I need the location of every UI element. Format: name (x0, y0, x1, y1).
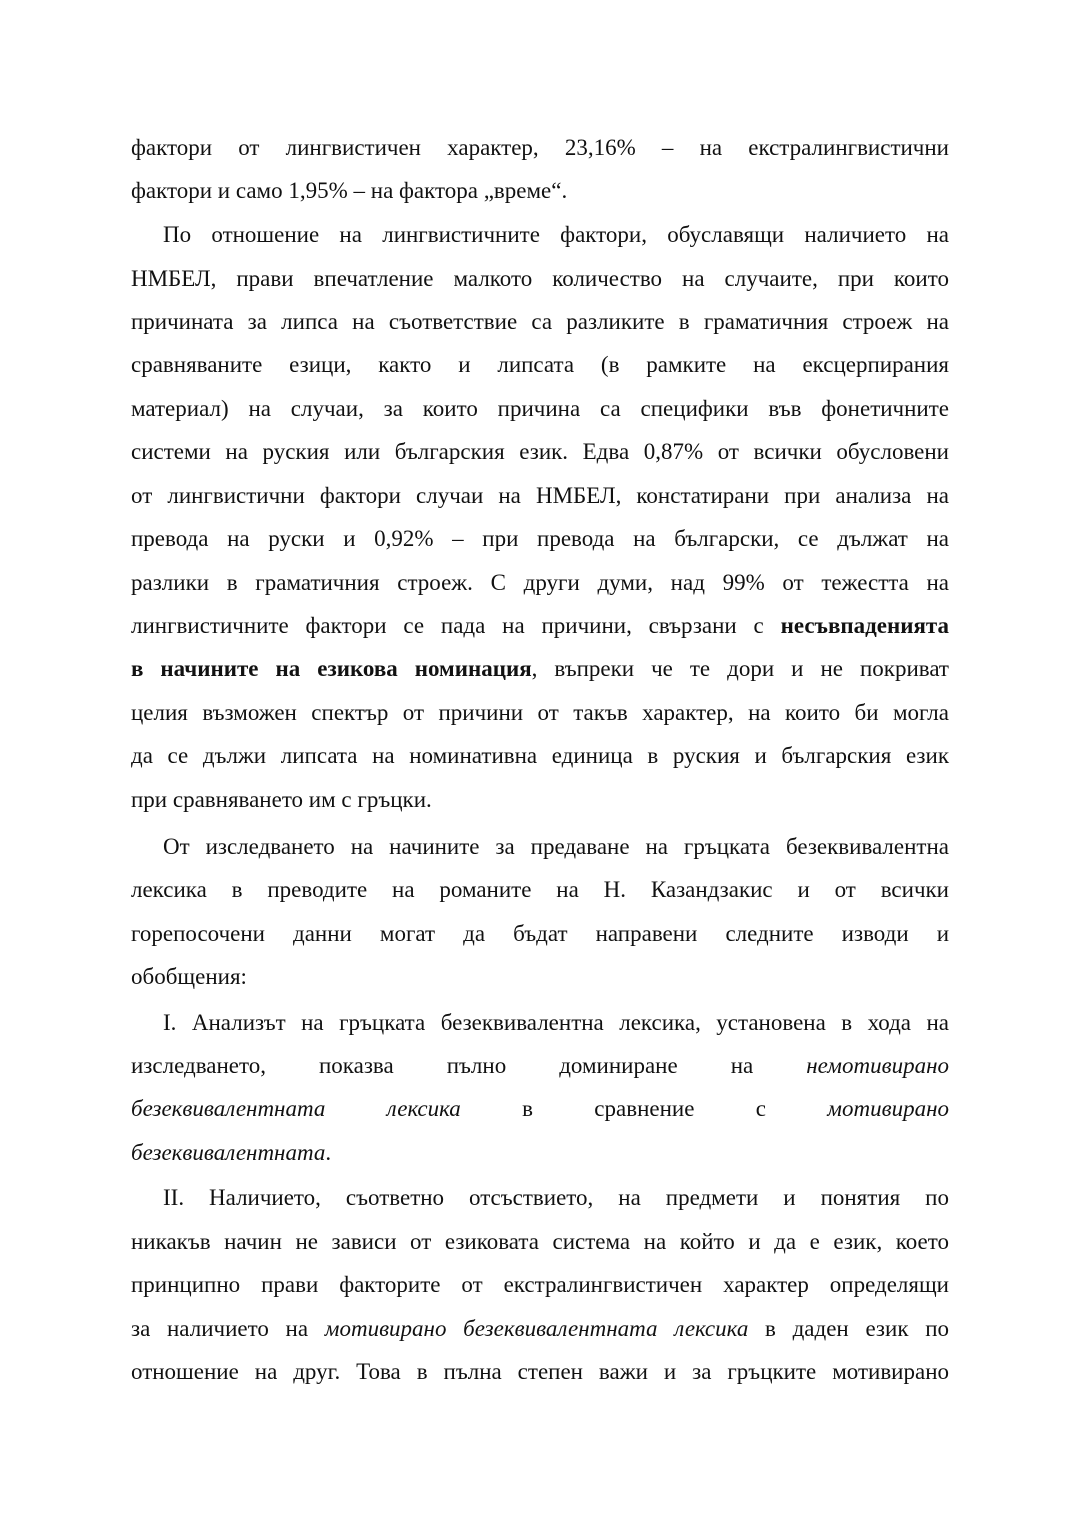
text-line (131, 875, 949, 905)
text-line (131, 481, 949, 511)
text-run: обобщения: (131, 964, 247, 989)
italic-text: немотивирано (806, 1053, 949, 1078)
text-run: I. Анализът на гръцката безеквивалентна лексика, установена в хода на (163, 1010, 949, 1035)
text-run: причината за липса на съответствие са разликите в граматичния строеж на (131, 309, 949, 334)
text-run: целия възможен спектър от причини от такъв характер, на които би могла (131, 700, 949, 725)
text-run: По отношение на лингвистичните фактори, обуславящи наличието на (163, 222, 949, 247)
text-run: никакъв начин не зависи от езиковата система на който и да е език, което (131, 1229, 949, 1254)
text-run: . (325, 1140, 332, 1165)
text-run: разлики в граматичния строеж. С други думи, над 99% от тежестта на (131, 570, 949, 595)
text-run: лингвистичните фактори се пада на причини, свързани с (131, 613, 781, 638)
text-run: материал) на случаи, за които причина са специфики във фонетичните (131, 396, 949, 421)
text-run: системи на руския или българския език. Едва 0,87% от всички обусловени (131, 439, 949, 464)
text-line (131, 307, 949, 337)
text-run: , въпреки че те дори и не покриват (531, 656, 949, 681)
italic-text: безеквивалентната (131, 1140, 326, 1165)
text-line (131, 1051, 949, 1081)
text-line (131, 264, 949, 294)
text-line (131, 741, 949, 771)
text-run: фактори и само 1,95% – на фактора „време“. (131, 178, 568, 203)
text-line (131, 1138, 949, 1168)
text-run: II. Наличието, съответно отсъствието, на предмети и понятия по (163, 1185, 949, 1210)
text-line (131, 1270, 949, 1300)
text-line (131, 785, 949, 815)
bold-text: в начините на езикова номинация (131, 656, 532, 681)
text-run: в сравнение с (460, 1096, 828, 1121)
text-run: От изследването на начините за предаване на гръцката безеквивалентна (163, 834, 949, 859)
text-run: НМБЕЛ, прави впечатление малкото количество на случаите, при които (131, 266, 949, 291)
text-run: фактори от лингвистичен характер, 23,16% – на екстралингвистични (131, 135, 949, 160)
text-run: горепосочени данни могат да бъдат направени следните изводи и (131, 921, 949, 946)
text-run: превода на руски и 0,92% – при превода на български, се дължат на (131, 526, 949, 551)
text-line (131, 962, 949, 992)
text-line (131, 133, 949, 163)
text-line (131, 698, 949, 728)
text-line (131, 524, 949, 554)
text-line (131, 176, 949, 206)
text-line (131, 350, 949, 380)
text-line (131, 568, 949, 598)
text-line (163, 1183, 949, 1213)
text-line (131, 394, 949, 424)
text-line (131, 1094, 949, 1124)
text-line (131, 919, 949, 949)
text-line (163, 832, 949, 862)
text-line (163, 220, 949, 250)
text-line (163, 1008, 949, 1038)
text-line (131, 654, 949, 684)
text-run: от лингвистични фактори случаи на НМБЕЛ, констатирани при анализа на (131, 483, 949, 508)
text-line (131, 1357, 949, 1387)
italic-text: мотивирано безеквивалентната лексика (324, 1316, 749, 1341)
text-run: за наличието на (131, 1316, 325, 1341)
text-run: изследването, показва пълно доминиране на (131, 1053, 807, 1078)
text-line (131, 611, 949, 641)
text-run: при сравняването им с гръцки. (131, 787, 432, 812)
italic-text: мотивирано (827, 1096, 949, 1121)
text-run: принципно прави факторите от екстралингвистичен характер определящи (131, 1272, 949, 1297)
bold-text: несъвпаденията (780, 613, 949, 638)
text-run: лексика в преводите на романите на Н. Казандзакис и от всички (131, 877, 949, 902)
text-line (131, 1314, 949, 1344)
text-line (131, 1227, 949, 1257)
text-run: отношение на друг. Това в пълна степен важи и за гръцките мотивирано (131, 1359, 949, 1384)
text-run: сравняваните езици, както и липсата (в рамките на ексцерпирания (131, 352, 949, 377)
text-run: да се дължи липсата на номинативна единица в руския и българския език (131, 743, 949, 768)
text-run: в даден език по (748, 1316, 950, 1341)
italic-text: безеквивалентната лексика (131, 1096, 461, 1121)
text-line (131, 437, 949, 467)
